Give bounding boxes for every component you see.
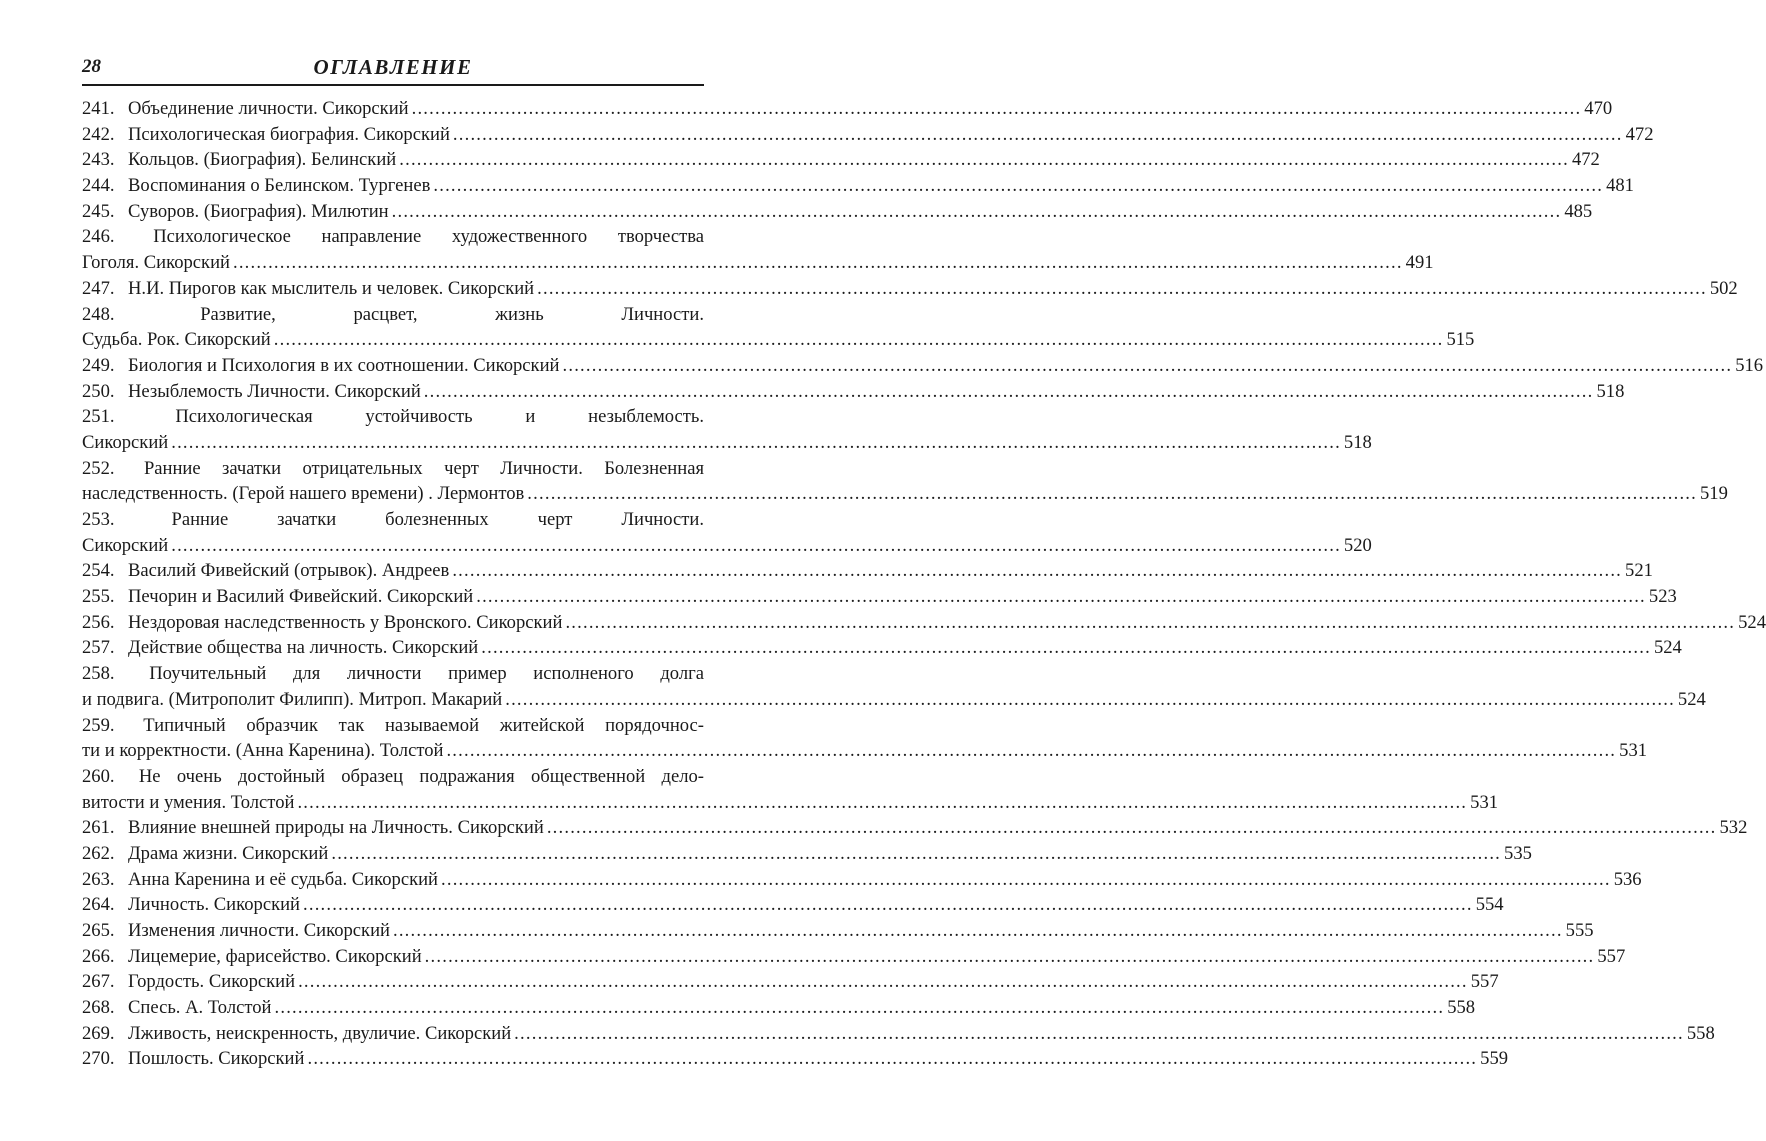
toc-entry-number: 262. <box>82 842 115 864</box>
toc-entry-number: 268. <box>82 997 115 1019</box>
toc-entry-title: Типичный образчик так называемой житейской порядочнос- <box>143 714 704 736</box>
toc-page-number: 518 <box>1596 380 1625 402</box>
toc-entry-title: Объединение личности. Сикорский <box>128 98 409 119</box>
toc-entry-title: Суворов. (Биография). Милютин <box>128 200 389 222</box>
toc-entry-line <box>82 969 1499 995</box>
dot-leader <box>307 1046 1477 1072</box>
toc-entry <box>82 867 1642 893</box>
toc-entry-title: Печорин и Василий Фивейский. Сикорский <box>128 586 474 608</box>
running-title: ОГЛАВЛЕНИЕ <box>313 55 473 79</box>
dot-leader <box>393 918 1563 944</box>
toc-entry-number: 249. <box>82 354 115 376</box>
dot-leader <box>297 790 1467 816</box>
toc-entry-line <box>82 610 1766 636</box>
toc-entry <box>82 96 1613 122</box>
toc-entry-line <box>82 790 1499 816</box>
toc-page-number: 531 <box>1619 740 1648 762</box>
toc-entry-number: 267. <box>82 971 115 993</box>
toc-page-number: 481 <box>1606 175 1634 197</box>
dot-leader <box>537 276 1707 302</box>
dot-leader <box>303 892 1473 918</box>
toc-entry-number: 256. <box>82 611 115 633</box>
toc-entry-title: Сикорский <box>82 534 169 556</box>
toc-entry-title: Воспоминания о Белинском. Тургенев <box>128 175 431 197</box>
toc-page-number: 491 <box>1405 252 1434 274</box>
toc-entry <box>82 661 1706 712</box>
toc-entry-title: Нездоровая наследственность у Вронского. Сикорский <box>128 611 563 633</box>
toc-entry-line <box>82 224 704 250</box>
toc-page-number: 535 <box>1504 842 1532 864</box>
toc-entry-line <box>82 764 704 790</box>
toc-entry-title: Кольцов. (Биография). Белинский <box>128 149 397 171</box>
book-page <box>82 52 1766 1072</box>
toc-entry-title: Психологическая биография. Сикорский <box>128 123 450 145</box>
dot-leader <box>171 533 1341 559</box>
toc-entry-title: Н.И. Пирогов как мыслитель и человек. Сикорский <box>128 277 535 299</box>
dot-leader <box>171 430 1341 456</box>
toc-entry-title: Личность. Сикорский <box>128 894 301 916</box>
toc-page-number: 554 <box>1475 894 1504 916</box>
toc-entry-title: Пошлость. Сикорский <box>128 1048 305 1070</box>
toc-page-number: 559 <box>1480 1048 1509 1070</box>
toc-entry-line <box>82 481 1728 507</box>
toc-entry-number: 266. <box>82 945 115 967</box>
toc-page-number: 557 <box>1597 945 1626 967</box>
toc-entry <box>82 276 1738 302</box>
page-number: 28 <box>82 56 101 77</box>
dot-leader <box>527 481 1697 507</box>
toc-entry <box>82 507 1372 558</box>
dot-leader <box>505 687 1675 713</box>
toc-entry-number: 263. <box>82 868 115 890</box>
toc-entry-line <box>82 713 704 739</box>
dot-leader <box>298 969 1468 995</box>
toc-entry <box>82 173 1634 199</box>
dot-leader <box>481 635 1651 661</box>
toc-entry-line <box>82 738 1648 764</box>
toc-entry-number: 241. <box>82 98 115 119</box>
toc-entry-title: Поучительный для личности пример исполненого долга <box>149 663 704 685</box>
toc-entry <box>82 147 1600 173</box>
toc-entry <box>82 456 1728 507</box>
toc-entry-title: Не очень достойный образец подражания общественной дело- <box>138 765 704 787</box>
dot-leader <box>233 250 1403 276</box>
dot-leader <box>547 815 1717 841</box>
toc-page-number: 516 <box>1735 354 1764 376</box>
toc-entry-title: Психологическое направление художественного творчества <box>153 226 704 248</box>
toc-entry <box>82 610 1766 636</box>
toc-entry-title: Сикорский <box>82 431 169 453</box>
toc-entry-title: Незыблемость Личности. Сикорский <box>128 380 421 402</box>
dot-leader <box>452 558 1622 584</box>
toc-entry-line <box>82 302 704 328</box>
toc-entry-line <box>82 867 1642 893</box>
dot-leader <box>275 995 1445 1021</box>
toc-entry-title: Биология и Психология в их соотношении. Сикорский <box>128 354 560 376</box>
toc-page-number: 536 <box>1613 868 1642 890</box>
toc-entry-line <box>82 892 1504 918</box>
toc-entry-title: Спесь. А. Толстой <box>128 997 272 1019</box>
toc-entry-number: 250. <box>82 380 115 402</box>
dot-leader <box>392 199 1562 225</box>
toc-entry-title: Василий Фивейский (отрывок). Андреев <box>128 560 450 582</box>
dot-leader <box>412 96 1582 122</box>
toc-entry-number: 257. <box>82 637 115 659</box>
toc-page-number: 524 <box>1653 637 1682 659</box>
toc-entry <box>82 302 1475 353</box>
toc-entry-line <box>82 456 704 482</box>
dot-leader <box>424 379 1594 405</box>
toc-entry-title: ти и корректности. (Анна Каренина). Толстой <box>82 740 444 762</box>
toc-entry-line <box>82 353 1764 379</box>
toc-entry-line <box>82 507 704 533</box>
toc-entry-line <box>82 661 704 687</box>
toc-entry-line <box>82 918 1594 944</box>
toc-page-number: 502 <box>1709 277 1738 299</box>
toc-entry-number: 252. <box>82 457 115 479</box>
toc-entry-title: Психологическая устойчивость и незыблемость. <box>175 406 704 428</box>
toc-page-number: 520 <box>1343 534 1372 556</box>
toc-page-number: 524 <box>1677 688 1706 710</box>
toc-entry-line <box>82 687 1706 713</box>
dot-leader <box>476 584 1646 610</box>
dot-leader <box>441 867 1611 893</box>
toc-entry-line <box>82 584 1677 610</box>
toc-entry-title: Гоголя. Сикорский <box>82 252 230 274</box>
toc-entry-number: 258. <box>82 663 115 685</box>
toc-entry-line <box>82 404 704 430</box>
dot-leader <box>274 327 1444 353</box>
toc-entry-line <box>82 147 1600 173</box>
toc-entry-number: 254. <box>82 560 115 582</box>
toc-entry-line <box>82 815 1748 841</box>
toc-entry <box>82 841 1532 867</box>
toc-page-number: 519 <box>1699 483 1728 505</box>
toc-entry-number: 248. <box>82 303 115 325</box>
toc-page-number: 531 <box>1470 791 1499 813</box>
toc-entry-line <box>82 327 1475 353</box>
toc-entry-number: 261. <box>82 817 115 839</box>
toc-entry-title: Судьба. Рок. Сикорский <box>82 329 271 351</box>
toc-entry <box>82 404 1372 455</box>
toc-entry-line <box>82 635 1682 661</box>
toc-page-number: 532 <box>1719 817 1748 839</box>
toc-entry <box>82 199 1593 225</box>
toc-entry-number: 260. <box>82 765 115 787</box>
toc-entry-title: Ранние зачатки болезненных черт Личности. <box>171 509 704 530</box>
dot-leader <box>331 841 1501 867</box>
toc-entry <box>82 713 1648 764</box>
toc-entry <box>82 122 1654 148</box>
toc-entry-line <box>82 199 1593 225</box>
toc-entry <box>82 815 1748 841</box>
toc-entry-number: 270. <box>82 1048 115 1070</box>
toc-entry-line <box>82 276 1738 302</box>
toc-entry-number: 247. <box>82 277 115 299</box>
toc-entry-number: 269. <box>82 1022 115 1044</box>
toc-entry <box>82 1046 1509 1072</box>
toc-entry-number: 251. <box>82 406 115 428</box>
table-of-contents <box>82 96 1766 1072</box>
toc-page-number: 557 <box>1470 971 1499 993</box>
toc-entry-number: 243. <box>82 149 115 171</box>
toc-entry-line <box>82 379 1625 405</box>
dot-leader <box>425 944 1595 970</box>
dot-leader <box>433 173 1603 199</box>
toc-page-number: 485 <box>1564 200 1593 222</box>
toc-entry-line <box>82 841 1532 867</box>
toc-entry-number: 242. <box>82 123 115 145</box>
toc-entry-line <box>82 558 1653 584</box>
toc-entry-line <box>82 1021 1715 1047</box>
toc-entry-line <box>82 944 1626 970</box>
toc-entry <box>82 995 1476 1021</box>
toc-entry <box>82 635 1682 661</box>
toc-entry-title: наследственность. (Герой нашего времени) . Лермонтов <box>82 483 525 505</box>
toc-entry <box>82 584 1677 610</box>
toc-entry <box>82 764 1499 815</box>
toc-entry <box>82 353 1764 379</box>
toc-page-number: 558 <box>1686 1022 1715 1044</box>
toc-entry-title: Анна Каренина и её судьба. Сикорский <box>128 868 439 890</box>
toc-page-number: 470 <box>1584 98 1613 119</box>
page-header <box>82 52 704 86</box>
toc-page-number: 472 <box>1571 149 1600 171</box>
toc-entry-number: 244. <box>82 175 115 197</box>
toc-entry-number: 255. <box>82 586 115 608</box>
toc-entry <box>82 892 1504 918</box>
toc-entry <box>82 1021 1715 1047</box>
toc-page-number: 523 <box>1648 586 1677 608</box>
toc-entry-title: Ранние зачатки отрицательных черт Личности. Болезненная <box>143 457 704 479</box>
toc-entry-line <box>82 995 1476 1021</box>
toc-entry-title: Изменения личности. Сикорский <box>128 920 390 941</box>
toc-entry-title: Гордость. Сикорский <box>128 971 296 993</box>
toc-entry-number: 265. <box>82 920 115 941</box>
toc-entry <box>82 224 1434 275</box>
toc-page-number: 518 <box>1343 431 1372 453</box>
toc-entry-title: витости и умения. Толстой <box>82 791 295 813</box>
toc-page-number: 515 <box>1446 329 1475 351</box>
toc-entry-title: Драма жизни. Сикорский <box>128 842 329 864</box>
toc-entry-number: 253. <box>82 509 115 530</box>
toc-entry-number: 246. <box>82 226 115 248</box>
toc-entry-line <box>82 430 1372 456</box>
dot-leader <box>399 147 1569 173</box>
toc-entry-line <box>82 250 1434 276</box>
toc-entry-line <box>82 122 1654 148</box>
toc-entry-number: 259. <box>82 714 115 736</box>
toc-page-number: 521 <box>1625 560 1653 582</box>
toc-entry-title: Лицемерие, фарисейство. Сикорский <box>128 945 422 967</box>
toc-entry <box>82 918 1594 944</box>
toc-entry-line <box>82 173 1634 199</box>
toc-entry-title: Влияние внешней природы на Личность. Сикорский <box>128 817 544 839</box>
toc-page-number: 524 <box>1738 611 1766 633</box>
toc-page-number: 472 <box>1625 123 1654 145</box>
dot-leader <box>446 738 1616 764</box>
toc-entry <box>82 944 1626 970</box>
toc-entry-number: 245. <box>82 200 115 222</box>
toc-entry-title: Развитие, расцвет, жизнь Личности. <box>200 303 704 325</box>
toc-page-number: 555 <box>1565 920 1594 941</box>
toc-entry-number: 264. <box>82 894 115 916</box>
toc-entry <box>82 558 1653 584</box>
dot-leader <box>453 122 1623 148</box>
toc-entry-line <box>82 533 1372 559</box>
dot-leader <box>514 1021 1684 1047</box>
toc-entry-line <box>82 96 1613 122</box>
toc-entry-title: и подвига. (Митрополит Филипп). Митроп. Макарий <box>82 688 503 710</box>
toc-entry <box>82 379 1625 405</box>
toc-page-number: 558 <box>1447 997 1476 1019</box>
dot-leader <box>565 610 1735 636</box>
toc-entry-title: Лживость, неискренность, двуличие. Сикорский <box>128 1022 512 1044</box>
toc-entry-line <box>82 1046 1509 1072</box>
dot-leader <box>563 353 1733 379</box>
toc-entry-title: Действие общества на личность. Сикорский <box>128 637 479 659</box>
toc-entry <box>82 969 1499 995</box>
